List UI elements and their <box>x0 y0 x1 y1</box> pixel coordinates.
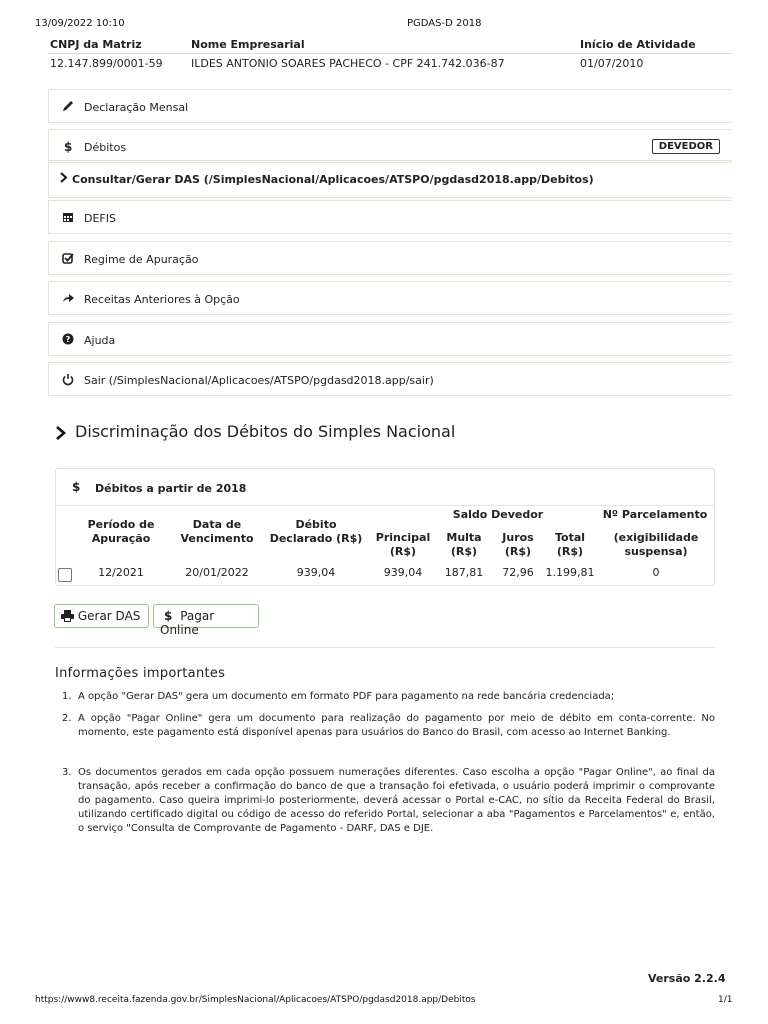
header-saldo-devedor: Saldo Devedor <box>452 508 544 521</box>
panel-header <box>56 469 714 506</box>
menu-sair[interactable] <box>48 362 732 396</box>
header-principal: Principal (R$) <box>375 531 431 558</box>
cell-total: 1.199,81 <box>545 566 595 579</box>
gerar-das-button[interactable] <box>54 604 149 628</box>
pagar-online-button[interactable] <box>153 604 259 637</box>
svg-text:?: ? <box>65 335 71 344</box>
header-parcelamento: Nº Parcelamento <box>602 508 708 521</box>
item-number: 2. <box>62 713 72 724</box>
button-label: Pagar Online <box>160 609 215 637</box>
menu-regime-apuracao[interactable] <box>48 241 732 275</box>
header-total: Total (R$) <box>554 531 586 558</box>
menu-label: Débitos <box>84 141 127 154</box>
menu-declaracao-mensal[interactable] <box>48 89 732 123</box>
info-divider <box>48 53 732 54</box>
question-circle-icon <box>61 332 75 346</box>
chevron-right-icon <box>55 425 67 444</box>
info-title: Informações importantes <box>55 666 226 681</box>
header-multa: Multa (R$) <box>446 531 482 558</box>
menu-label: Declaração Mensal <box>84 101 189 114</box>
calendar-icon <box>61 210 75 224</box>
dollar-icon: $ <box>64 140 73 154</box>
cnpj-label: CNPJ da Matriz <box>50 38 142 51</box>
cell-parcelamento: 0 <box>652 566 660 579</box>
info-item <box>62 712 715 740</box>
menu-ajuda[interactable] <box>48 322 732 356</box>
check-square-icon <box>61 251 75 265</box>
cell-debito: 939,04 <box>296 566 336 579</box>
menu-label: Consultar/Gerar DAS (/SimplesNacional/Aplicacoes/ATSPO/pgdasd2018.app/Debitos) <box>72 173 594 186</box>
menu-label: Sair (/SimplesNacional/Aplicacoes/ATSPO/pgdasd2018.app/sair) <box>84 374 434 387</box>
item-number: 1. <box>62 691 72 702</box>
print-page: 1/1 <box>718 995 733 1005</box>
menu-label: Ajuda <box>84 334 116 347</box>
header-debito: Débito Declarado (R$) <box>269 518 363 545</box>
cell-principal: 939,04 <box>383 566 423 579</box>
item-text: Os documentos gerados em cada opção possuem numerações diferentes. Caso escolha a opção "Pagar Online", ao final da transação, após receber a confirmação do banco de que a transação foi efetivada, o usuário poderá imprimir o comprovante do pagamento. Caso queira imprimi-lo posteriormente, deverá acessar o Portal e-CAC, no sítio da Receita Federal do Brasil, utilizando certificado digital ou código de acesso do referido Portal, selecionar a aba "Pagamentos e Parcelamentos" e, então, o serviço "Consulta de Comprovante de Pagamento - DARF, DAS e DJE. <box>78 767 715 834</box>
status-badge: DEVEDOR <box>652 139 720 154</box>
cell-juros: 72,96 <box>502 566 534 579</box>
print-datetime: 13/09/2022 10:10 <box>35 18 125 29</box>
info-item <box>62 690 715 704</box>
menu-label: DEFIS <box>84 212 116 225</box>
name-label: Nome Empresarial <box>191 38 305 51</box>
print-url: https://www8.receita.fazenda.gov.br/SimplesNacional/Aplicacoes/ATSPO/pgdasd2018.app/Debitos <box>35 995 476 1005</box>
company-name: ILDES ANTONIO SOARES PACHECO - CPF 241.742.036-87 <box>191 57 505 70</box>
header-periodo: Período de Apuração <box>87 518 155 545</box>
button-label: Gerar DAS <box>77 609 141 623</box>
menu-consultar-gerar-das[interactable] <box>48 160 732 198</box>
menu-label: Receitas Anteriores à Opção <box>84 293 240 306</box>
print-doc-title: PGDAS-D 2018 <box>407 18 482 29</box>
chevron-right-icon <box>59 172 68 186</box>
menu-label: Regime de Apuração <box>84 253 199 266</box>
row-checkbox[interactable] <box>58 568 72 582</box>
panel-title: Débitos a partir de 2018 <box>95 482 247 495</box>
header-vencimento: Data de Vencimento <box>180 518 254 545</box>
cnpj-value: 12.147.899/0001-59 <box>50 57 163 70</box>
item-number: 3. <box>62 767 72 778</box>
item-text: A opção "Gerar DAS" gera um documento em formato PDF para pagamento na rede bancária credenciada; <box>78 691 615 702</box>
power-icon <box>61 372 75 386</box>
header-juros: Juros (R$) <box>502 531 534 558</box>
start-date: 01/07/2010 <box>580 57 644 70</box>
item-text: A opção "Pagar Online" gera um documento para realização do pagamento por meio de débito em conta-corrente. No momento, este pagamento está disponível apenas para usuários do Banco do Brasil, com acesso ao Internet Banking. <box>78 713 715 738</box>
cell-vencimento: 20/01/2022 <box>185 566 249 579</box>
cell-periodo: 12/2021 <box>98 566 144 579</box>
header-exigibilidade: (exigibilidade suspensa) <box>613 531 699 558</box>
arrow-forward-icon <box>61 291 75 305</box>
section-title: Discriminação dos Débitos do Simples Nacional <box>75 422 456 441</box>
info-item <box>62 766 715 836</box>
pencil-icon <box>61 99 75 113</box>
dollar-icon: $ <box>72 480 81 494</box>
dollar-icon: $ <box>164 609 173 623</box>
version-label: Versão 2.2.4 <box>648 972 726 985</box>
menu-debitos[interactable] <box>48 129 732 163</box>
menu-receitas-anteriores[interactable] <box>48 281 732 315</box>
menu-defis[interactable] <box>48 200 732 234</box>
print-icon <box>61 610 74 625</box>
divider <box>55 647 715 648</box>
start-label: Início de Atividade <box>580 38 696 51</box>
cell-multa: 187,81 <box>444 566 484 579</box>
